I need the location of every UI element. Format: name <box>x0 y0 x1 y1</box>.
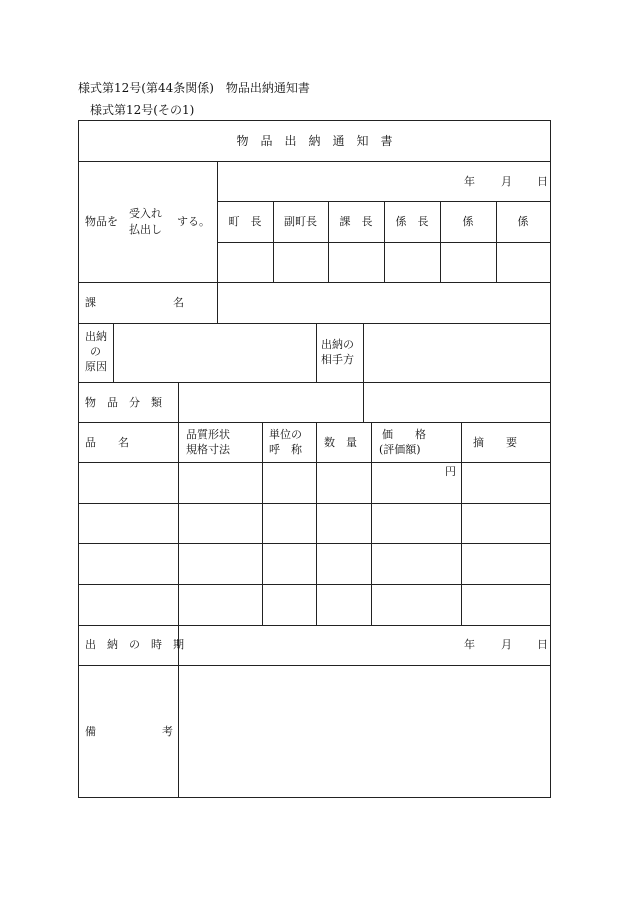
col-memo: 摘 要 <box>473 436 517 449</box>
col-quantity: 数 量 <box>324 436 357 449</box>
approver-staff-2: 係 <box>517 215 529 228</box>
timing-label: 出 納 の 時 期 <box>85 638 184 651</box>
reason-label-line2: の <box>90 345 101 358</box>
reason-label-line3: 原因 <box>85 360 107 373</box>
date-day-label: 日 <box>537 175 548 188</box>
classification-label: 物 品 分 類 <box>85 396 162 409</box>
approver-section-chief: 課 長 <box>339 215 373 228</box>
col-unit-line1: 単位の <box>269 428 302 441</box>
timing-day-label: 日 <box>537 638 548 651</box>
approver-deputy-mayor: 副町長 <box>284 215 317 228</box>
col-price-line2: (評価額) <box>379 443 421 456</box>
col-unit-line2: 呼 称 <box>269 443 302 456</box>
col-item-name: 品 名 <box>85 436 129 449</box>
section-name-label: 課 名 <box>85 296 184 309</box>
partner-label-line2: 相手方 <box>321 353 354 366</box>
timing-month-label: 月 <box>501 638 512 651</box>
form-subheading: 様式第12号(その1) <box>90 103 195 117</box>
approver-mayor: 町 長 <box>228 215 262 228</box>
purpose-prefix: 物品を <box>85 215 118 228</box>
col-quality-line1: 品質形状 <box>186 428 230 441</box>
approver-subsection-chief: 係 長 <box>395 215 429 228</box>
notice-form <box>78 120 551 798</box>
form-title: 物 品 出 納 通 知 書 <box>236 134 393 148</box>
purpose-option-receive: 受入れ <box>129 207 162 220</box>
purpose-suffix: する。 <box>177 215 210 228</box>
price-yen-unit: 円 <box>445 465 456 478</box>
reason-label-line1: 出納 <box>85 330 107 343</box>
form-heading: 様式第12号(第44条関係) 物品出納通知書 <box>78 81 310 95</box>
purpose-option-issue: 払出し <box>129 223 162 236</box>
remarks-label: 備 考 <box>85 725 173 738</box>
date-year-label: 年 <box>464 175 475 188</box>
timing-year-label: 年 <box>464 638 475 651</box>
col-price-line1: 価 格 <box>382 428 426 441</box>
approver-staff-1: 係 <box>462 215 474 228</box>
date-month-label: 月 <box>501 175 512 188</box>
col-quality-line2: 規格寸法 <box>186 443 230 456</box>
partner-label-line1: 出納の <box>321 338 354 351</box>
